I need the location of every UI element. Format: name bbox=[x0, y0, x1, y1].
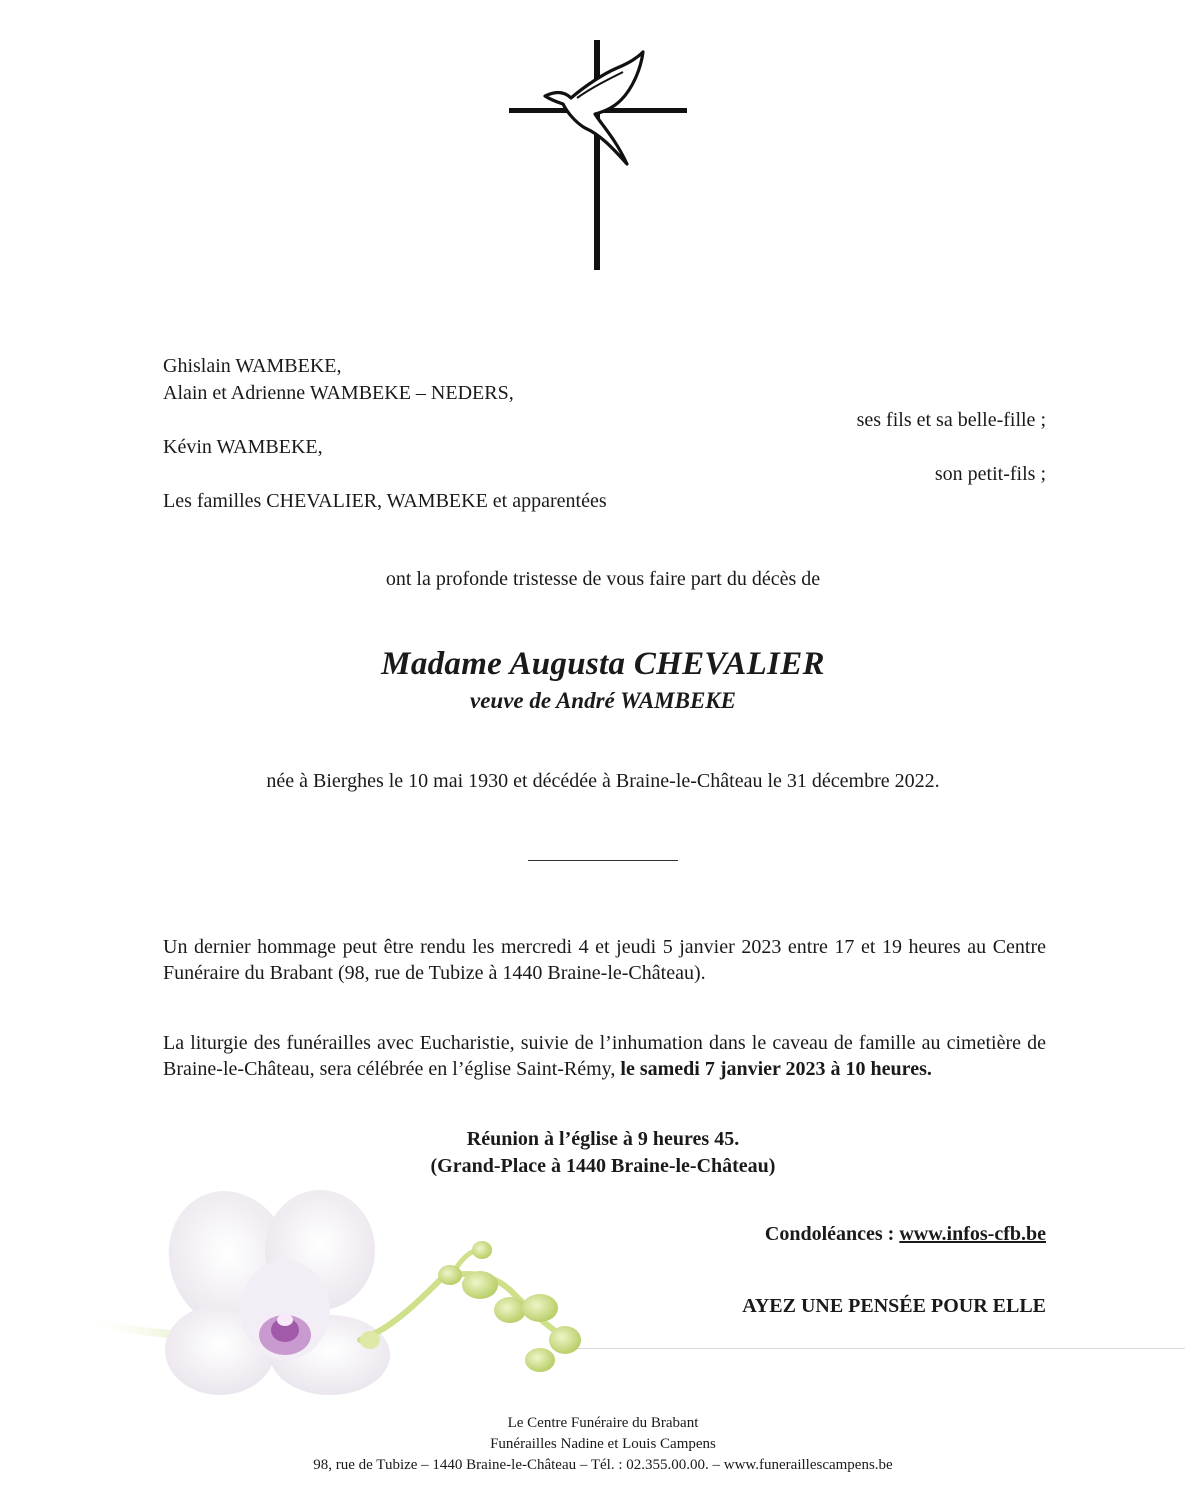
meeting-line-2: (Grand-Place à 1440 Braine-le-Château) bbox=[430, 1155, 776, 1177]
family-line-1: Ghislain WAMBEKE, bbox=[163, 355, 342, 377]
liturgy-date-emphasis: le samedi 7 janvier 2023 à 10 heures. bbox=[620, 1058, 932, 1080]
meeting-block bbox=[300, 1126, 906, 1180]
separator-line bbox=[528, 860, 678, 861]
footer-line-1: Le Centre Funéraire du Brabant bbox=[507, 1415, 699, 1431]
announcement-text: ont la profonde tristesse de vous faire part du décès de bbox=[385, 568, 821, 590]
footer-line-3: 98, rue de Tubize – 1440 Braine-le-Château – Tél. : 02.355.00.00. – www.funeraillescampens.be bbox=[313, 1457, 893, 1473]
family-relation-1: ses fils et sa belle-fille ; bbox=[856, 409, 1046, 431]
condolences-line bbox=[765, 1221, 1046, 1247]
footer bbox=[200, 1413, 1006, 1476]
cross-with-dove-icon bbox=[505, 38, 690, 273]
condolences-label: Condoléances : bbox=[764, 1223, 895, 1245]
liturgy-text: La liturgie des funérailles avec Eucharistie, suivie de l’inhumation dans le caveau de famille au cimetière de Braine-le-Château, sera célébrée en l’église Saint-Rémy, bbox=[163, 1032, 1046, 1080]
family-line-4: Les familles CHEVALIER, WAMBEKE et apparentées bbox=[163, 490, 607, 512]
deceased-name: Madame Augusta CHEVALIER bbox=[381, 646, 825, 682]
orchid-flower-icon bbox=[70, 1180, 630, 1430]
meeting-line-1: Réunion à l’église à 9 heures 45. bbox=[466, 1128, 740, 1150]
family-line-3: Kévin WAMBEKE, bbox=[163, 436, 323, 458]
deceased-dates: née à Bierghes le 10 mai 1930 et décédée à Braine-le-Château le 31 décembre 2022. bbox=[266, 770, 940, 792]
condolences-link[interactable]: www.infos-cfb.be bbox=[899, 1223, 1046, 1245]
family-line-2: Alain et Adrienne WAMBEKE – NEDERS, bbox=[163, 382, 514, 404]
deceased-widow-of: veuve de André WAMBEKE bbox=[469, 688, 736, 713]
footer-line-2: Funérailles Nadine et Louis Campens bbox=[490, 1436, 716, 1452]
faint-divider bbox=[575, 1348, 1185, 1349]
tribute-paragraph: Un dernier hommage peut être rendu les mercredi 4 et jeudi 5 janvier 2023 entre 17 et 19 heures au Centre Funéraire du Brabant (98, rue de Tubize à 1440 Braine-le-Château). bbox=[163, 936, 1046, 984]
family-relation-2: son petit-fils ; bbox=[934, 463, 1046, 485]
liturgy-paragraph bbox=[163, 1030, 1046, 1082]
closing-text: AYEZ UNE PENSÉE POUR ELLE bbox=[742, 1295, 1046, 1317]
